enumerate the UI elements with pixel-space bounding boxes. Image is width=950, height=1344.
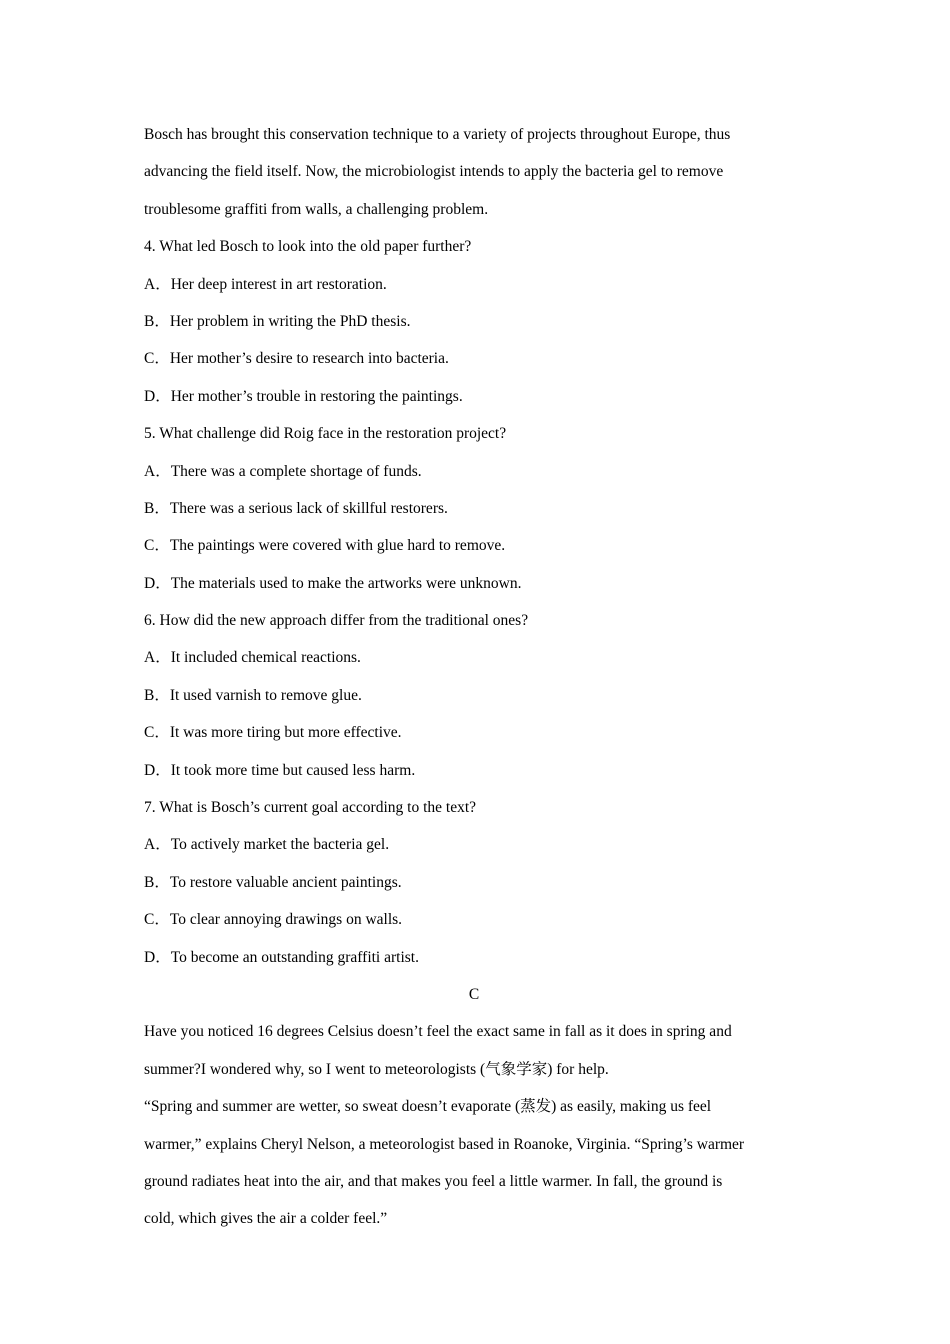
section-heading-c: C	[468, 985, 480, 1003]
question-4	[144, 228, 804, 415]
answer-option-b: B．It used varnish to remove glue.	[144, 686, 362, 704]
paragraph-line: “Spring and summer are wetter, so sweat doesn’t evaporate (蒸发) as easily, making us feel	[144, 1098, 712, 1116]
answer-option-a: A．Her deep interest in art restoration.	[144, 275, 387, 293]
document-body	[144, 116, 804, 1238]
paragraph-line: summer?I wondered why, so I went to meteorologists (气象学家) for help.	[144, 1060, 609, 1078]
paragraph-line: Have you noticed 16 degrees Celsius doesn’t feel the exact same in fall as it does in spring and	[144, 1023, 732, 1041]
answer-option-d: D．To become an outstanding graffiti artist.	[144, 948, 419, 966]
paragraph-line: warmer,” explains Cheryl Nelson, a meteorologist based in Roanoke, Virginia. “Spring’s warmer	[144, 1135, 745, 1153]
answer-option-c: C．The paintings were covered with glue hard to remove.	[144, 537, 506, 555]
passage-c	[144, 1013, 804, 1237]
answer-option-a: A．To actively market the bacteria gel.	[144, 836, 390, 854]
paragraph-line: advancing the field itself. Now, the microbiologist intends to apply the bacteria gel to remove	[144, 163, 724, 181]
answer-option-b: B．There was a serious lack of skillful restorers.	[144, 499, 448, 517]
answer-option-c: C．It was more tiring but more effective.	[144, 724, 402, 742]
question-7	[144, 789, 804, 976]
question-stem: 7. What is Bosch’s current goal according to the text?	[144, 799, 477, 817]
question-6	[144, 602, 804, 789]
answer-option-b: B．Her problem in writing the PhD thesis.	[144, 312, 411, 330]
answer-option-d: D．Her mother’s trouble in restoring the paintings.	[144, 387, 463, 405]
answer-option-c: C．Her mother’s desire to research into bacteria.	[144, 350, 449, 368]
paragraph-line: troublesome graffiti from walls, a challenging problem.	[144, 200, 489, 218]
answer-option-d: D．The materials used to make the artworks were unknown.	[144, 574, 522, 592]
paragraph-line: cold, which gives the air a colder feel.”	[144, 1210, 388, 1228]
question-stem: 6. How did the new approach differ from the traditional ones?	[144, 612, 529, 630]
answer-option-a: A．There was a complete shortage of funds.	[144, 462, 422, 480]
answer-option-c: C．To clear annoying drawings on walls.	[144, 911, 403, 929]
answer-option-d: D．It took more time but caused less harm.	[144, 761, 416, 779]
question-stem: 4. What led Bosch to look into the old paper further?	[144, 238, 472, 256]
paragraph-line: Bosch has brought this conservation technique to a variety of projects throughout Europe, thus	[144, 126, 731, 143]
question-stem: 5. What challenge did Roig face in the restoration project?	[144, 425, 507, 443]
paragraph-line: ground radiates heat into the air, and that makes you feel a little warmer. In fall, the ground is	[144, 1172, 723, 1190]
question-5	[144, 415, 804, 602]
passage-b-ending	[144, 116, 804, 228]
answer-option-a: A．It included chemical reactions.	[144, 649, 361, 667]
answer-option-b: B．To restore valuable ancient paintings.	[144, 873, 402, 891]
